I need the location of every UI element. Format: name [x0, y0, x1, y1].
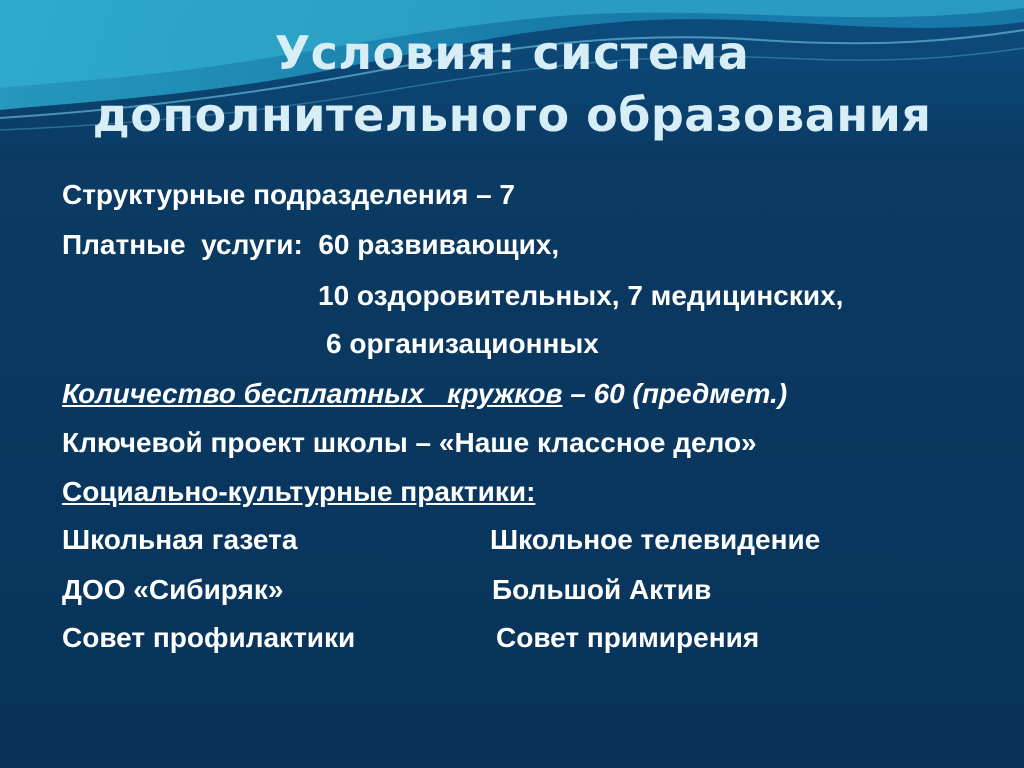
structural-units-line: Структурные подразделения – 7 — [62, 179, 516, 210]
title-line-1: Условия: система — [274, 26, 750, 80]
left-column-item: ДОО «Сибиряк» — [62, 574, 284, 605]
right-column-item: Совет примирения — [496, 622, 760, 653]
left-column-item: Школьная газета — [62, 524, 298, 555]
paid-services-line-1: Платные услуги: 60 развивающих, — [62, 229, 560, 260]
right-column-item: Большой Актив — [492, 574, 712, 605]
title-line-2: дополнительного образования — [92, 88, 932, 142]
paid-services-line-3: 6 организационных — [326, 328, 599, 359]
free-clubs-label: Количество бесплатных кружков — [62, 378, 563, 409]
key-project-line: Ключевой проект школы – «Наше классное дело» — [62, 427, 757, 458]
free-clubs-line — [62, 377, 787, 411]
paid-services-line-2: 10 оздоровительных, 7 медицинских, — [318, 280, 844, 311]
left-column-item: Совет профилактики — [62, 622, 356, 653]
slide-title — [0, 22, 1024, 146]
social-practices-heading: Социально-культурные практики: — [62, 476, 536, 507]
free-clubs-value: – 60 (предмет.) — [562, 378, 788, 409]
right-column-item: Школьное телевидение — [490, 524, 821, 555]
